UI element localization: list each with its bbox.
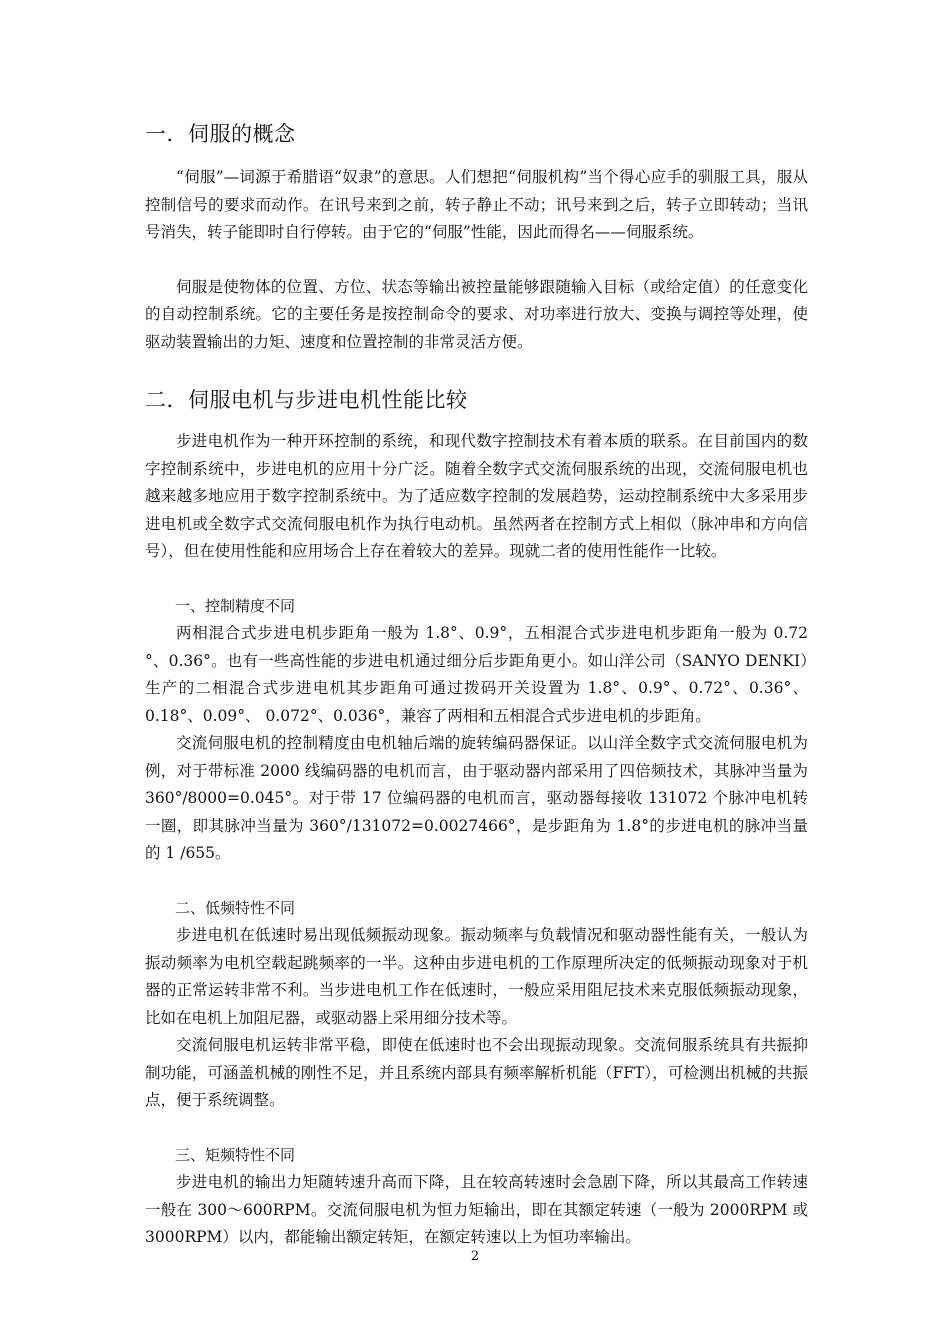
section-1-paragraph-1: “伺服”—词源于希腊语“奴隶”的意思。人们想把“伺服机构”当个得心应手的驯服工具，服从控制信号的要求而动作。在讯号来到之前，转子静止不动；讯号来到之后，转子立即转动；当讯号消失，转子能即时自行停转。由于它的“伺服”性能，因此而得名——伺服系统。 — [145, 168, 808, 241]
page-number: 2 — [470, 1249, 480, 1264]
section-2-intro-paragraph: 步进电机作为一种开环控制的系统，和现代数字控制技术有着本质的联系。在目前国内的数字控制系统中，步进电机的应用十分广泛。随着全数字式交流伺服系统的出现，交流伺服电机也越来越多地应用于数字控制系统中。为了适应数字控制的发展趋势，运动控制系统中大多采用步进电机或全数字式交流伺服电机作为执行电动机。虽然两者在控制方式上相似（脉冲串和方向信号），但在使用性能和应用场合上存在着较大的差异。现就二者的使用性能作一比较。 — [145, 432, 808, 560]
section-2-heading: 二．伺服电机与步进电机性能比较 — [145, 388, 468, 412]
subsection-2-heading: 二、低频特性不同 — [175, 898, 296, 917]
page-content — [145, 118, 808, 1252]
subsection-2-paragraph-1: 步进电机在低速时易出现低频振动现象。振动频率与负载情况和驱动器性能有关，一般认为振动频率为电机空载起跳频率的一半。这种由步进电机的工作原理所决定的低频振动现象对于机器的正常运转非常不利。当步进电机工作在低速时，一般应采用阻尼技术来克服低频振动现象，比如在电机上加阻尼器，或驱动器上采用细分技术等。 — [145, 926, 808, 1027]
subsection-1-paragraph-1: 两相混合式步进电机步距角一般为 1.8°、0.9°，五相混合式步进电机步距角一般为 0.72 °、0.36°。也有一些高性能的步进电机通过细分后步距角更小。如山洋公司（SANYO DENKI）生产的二相混合式步进电机其步距角可通过拨码开关设置为 1.8°、0.9°、0.72°、0.36°、0.18°、0.09°、 0.072°、0.036°，兼容了两相和五相混合式步进电机的步距角。 — [145, 624, 808, 725]
subsection-1-paragraph-2: 交流伺服电机的控制精度由电机轴后端的旋转编码器保证。以山洋全数字式交流伺服电机为例，对于带标准 2000 线编码器的电机而言，由于驱动器内部采用了四倍频技术，其脉冲当量为 360°/8000=0.045°。对于带 17 位编码器的电机而言，驱动器每接收 131072 个脉冲电机转一圈，即其脉冲当量为 360°/131072=0.0027466°，是步距角为 1.8°的步进电机的脉冲当量的 1 /655。 — [145, 734, 808, 862]
section-1-heading: 一．伺服的概念 — [145, 122, 296, 146]
subsection-3-heading: 三、矩频特性不同 — [175, 1145, 296, 1164]
subsection-2-paragraph-2: 交流伺服电机运转非常平稳，即使在低速时也不会出现振动现象。交流伺服系统具有共振抑制功能，可涵盖机械的刚性不足，并且系统内部具有频率解析机能（FFT），可检测出机械的共振点，便于系统调整。 — [145, 1036, 808, 1109]
section-1-paragraph-2: 伺服是使物体的位置、方位、状态等输出被控量能够跟随输入目标（或给定值）的任意变化的自动控制系统。它的主要任务是按控制命令的要求、对功率进行放大、变换与调控等处理，使驱动装置输出的力矩、速度和位置控制的非常灵活方便。 — [145, 277, 808, 351]
subsection-1-heading: 一、控制精度不同 — [175, 596, 296, 615]
subsection-3-paragraph-1: 步进电机的输出力矩随转速升高而下降，且在较高转速时会急剧下降，所以其最高工作转速一般在 300～600RPM。交流伺服电机为恒力矩输出，即在其额定转速（一般为 2000RPM 或 3000RPM）以内，都能输出额定转矩，在额定转速以上为恒功率输出。 — [145, 1173, 808, 1246]
